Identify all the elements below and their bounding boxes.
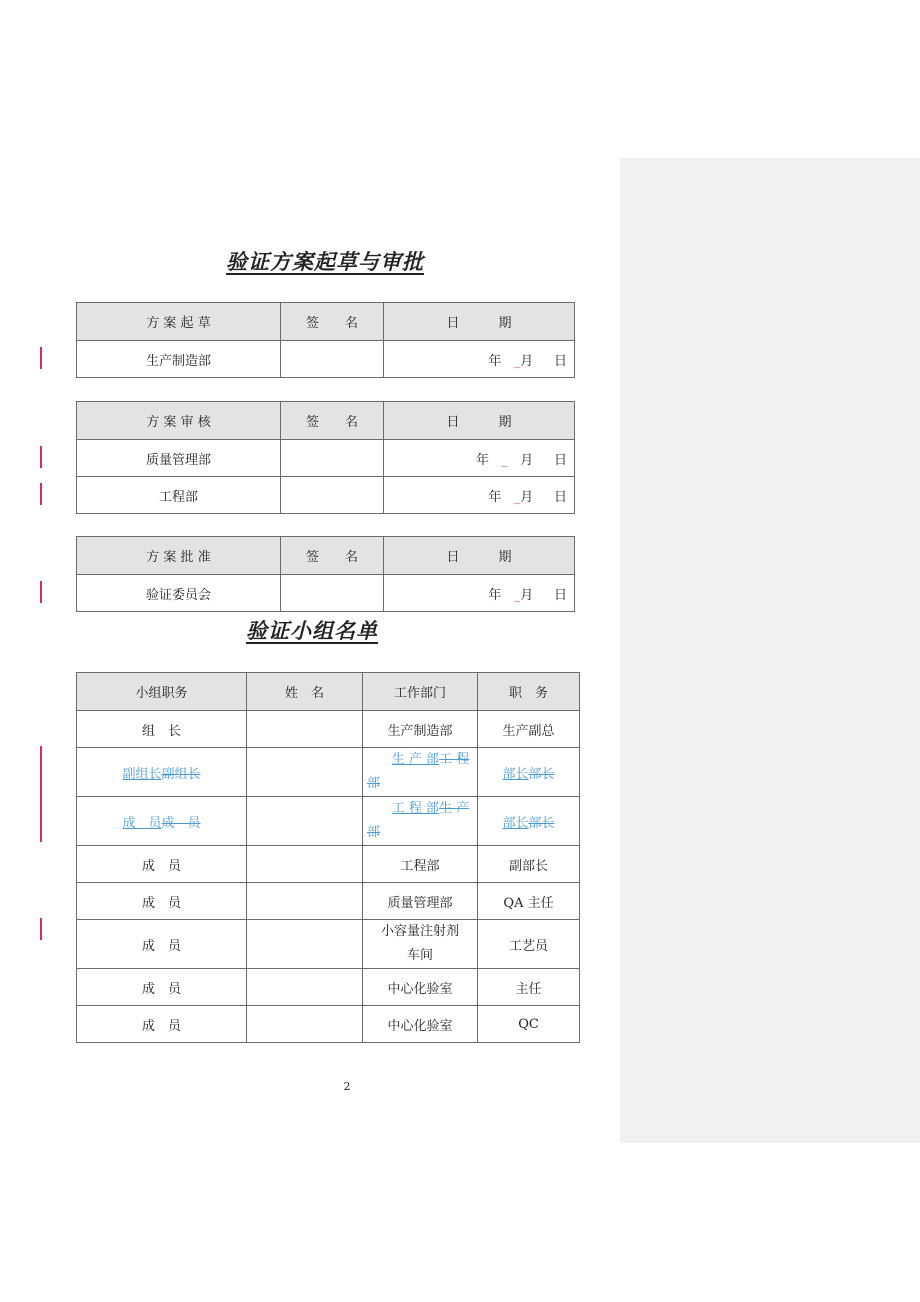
date-cell[interactable] [384, 575, 575, 612]
name-cell[interactable] [247, 846, 363, 883]
role-cell [77, 748, 247, 797]
review-header-date: 日 期 [384, 402, 575, 440]
team-header-position: 职 务 [478, 673, 580, 711]
dept-cell: 中心化验室 [363, 1006, 478, 1043]
approval-title: 验证方案起草与审批 [226, 249, 424, 274]
table-row [77, 920, 580, 969]
team-header-role: 小组职务 [77, 673, 247, 711]
name-cell[interactable] [247, 1006, 363, 1043]
dept-line: 车间 [406, 948, 433, 963]
markup-pane [620, 158, 920, 1143]
role-cell: 成 员 [77, 920, 247, 969]
role-cell: 成 员 [77, 969, 247, 1006]
deleted-text: 部 [367, 776, 381, 791]
position-cell: QC [478, 1006, 580, 1043]
role-cell: 成 员 [77, 846, 247, 883]
inserted-text: 成 员 [122, 815, 162, 831]
approve-header-plan: 方 案 批 准 [77, 537, 281, 575]
deleted-text: 部长 [528, 766, 555, 782]
dept-cell: 质量管理部 [363, 883, 478, 920]
dept-cell: 中心化验室 [363, 969, 478, 1006]
deleted-text: 生 产 [439, 801, 470, 816]
draft-header-date: 日 期 [384, 303, 575, 341]
change-bar [40, 347, 42, 369]
date-cell[interactable] [384, 477, 575, 514]
role-cell: 成 员 [77, 883, 247, 920]
name-cell[interactable] [247, 920, 363, 969]
table-row [77, 440, 575, 477]
dept-cell: 生产制造部 [363, 711, 478, 748]
inserted-text: 部长 [502, 815, 529, 831]
dept-cell: 工程部 [77, 477, 281, 514]
signature-cell[interactable] [281, 575, 384, 612]
change-bar [40, 746, 42, 842]
dept-cell: 质量管理部 [77, 440, 281, 477]
approve-table [76, 536, 575, 612]
position-cell: 工艺员 [478, 920, 580, 969]
role-cell: 组 长 [77, 711, 247, 748]
name-cell[interactable] [247, 748, 363, 797]
table-row [77, 748, 580, 797]
position-cell: 主任 [478, 969, 580, 1006]
dept-line: 小容量注射剂 [380, 924, 459, 939]
deleted-text: 副组长 [161, 766, 201, 782]
team-table [76, 672, 580, 1043]
inserted-text: 工 程 部 [391, 801, 440, 816]
position-cell: 副部长 [478, 846, 580, 883]
dept-cell [363, 748, 478, 797]
approve-header-date: 日 期 [384, 537, 575, 575]
deleted-text: 工 程 [439, 752, 470, 767]
signature-cell[interactable] [281, 440, 384, 477]
name-cell[interactable] [247, 797, 363, 846]
month-label: 月 [520, 452, 534, 468]
position-cell [478, 797, 580, 846]
year-label: 年 [488, 489, 502, 505]
month-label: 月 [520, 587, 534, 603]
change-bar [40, 918, 42, 940]
day-label: 日 [553, 353, 567, 369]
position-cell [478, 748, 580, 797]
draft-header-sign: 签 名 [281, 303, 384, 341]
change-bar [40, 446, 42, 468]
inserted-text: 副组长 [122, 766, 162, 782]
inserted-text: 生 产 部 [391, 752, 440, 767]
signature-cell[interactable] [281, 341, 384, 378]
team-header-name: 姓 名 [247, 673, 363, 711]
day-label: 日 [553, 452, 567, 468]
dept-cell [363, 797, 478, 846]
name-cell[interactable] [247, 969, 363, 1006]
table-row [77, 1006, 580, 1043]
page-number: 2 [343, 1080, 351, 1093]
position-cell: QA 主任 [478, 883, 580, 920]
dept-cell: 工程部 [363, 846, 478, 883]
table-row [77, 477, 575, 514]
year-label: 年 [488, 587, 502, 603]
name-cell[interactable] [247, 883, 363, 920]
day-label: 日 [553, 587, 567, 603]
day-label: 日 [553, 489, 567, 505]
blank-mark: _ [513, 353, 521, 369]
change-bar [40, 581, 42, 603]
table-row [77, 575, 575, 612]
review-header-plan: 方 案 审 核 [77, 402, 281, 440]
table-row [77, 797, 580, 846]
review-table [76, 401, 575, 514]
blank-mark: _ [513, 587, 521, 603]
table-row [77, 883, 580, 920]
deleted-text: 部长 [528, 815, 555, 831]
draft-table [76, 302, 575, 378]
name-cell[interactable] [247, 711, 363, 748]
review-header-sign: 签 名 [281, 402, 384, 440]
change-bar [40, 483, 42, 505]
inserted-text: 部长 [502, 766, 529, 782]
date-cell[interactable] [384, 341, 575, 378]
deleted-text: 成 员 [161, 815, 201, 831]
year-label: 年 [475, 452, 489, 468]
table-row [77, 341, 575, 378]
table-row [77, 969, 580, 1006]
signature-cell[interactable] [281, 477, 384, 514]
table-row [77, 711, 580, 748]
date-cell[interactable] [384, 440, 575, 477]
position-cell: 生产副总 [478, 711, 580, 748]
approve-header-sign: 签 名 [281, 537, 384, 575]
month-label: 月 [520, 489, 534, 505]
table-row [77, 846, 580, 883]
blank-mark: _ [513, 489, 521, 505]
deleted-text: 部 [367, 825, 381, 840]
blank-mark: _ [501, 452, 508, 468]
role-cell: 成 员 [77, 1006, 247, 1043]
draft-header-plan: 方 案 起 草 [77, 303, 281, 341]
dept-cell: 生产制造部 [77, 341, 281, 378]
dept-cell [363, 920, 478, 969]
role-cell [77, 797, 247, 846]
team-header-dept: 工作部门 [363, 673, 478, 711]
month-label: 月 [520, 353, 534, 369]
team-title: 验证小组名单 [246, 618, 378, 643]
year-label: 年 [488, 353, 502, 369]
dept-cell: 验证委员会 [77, 575, 281, 612]
